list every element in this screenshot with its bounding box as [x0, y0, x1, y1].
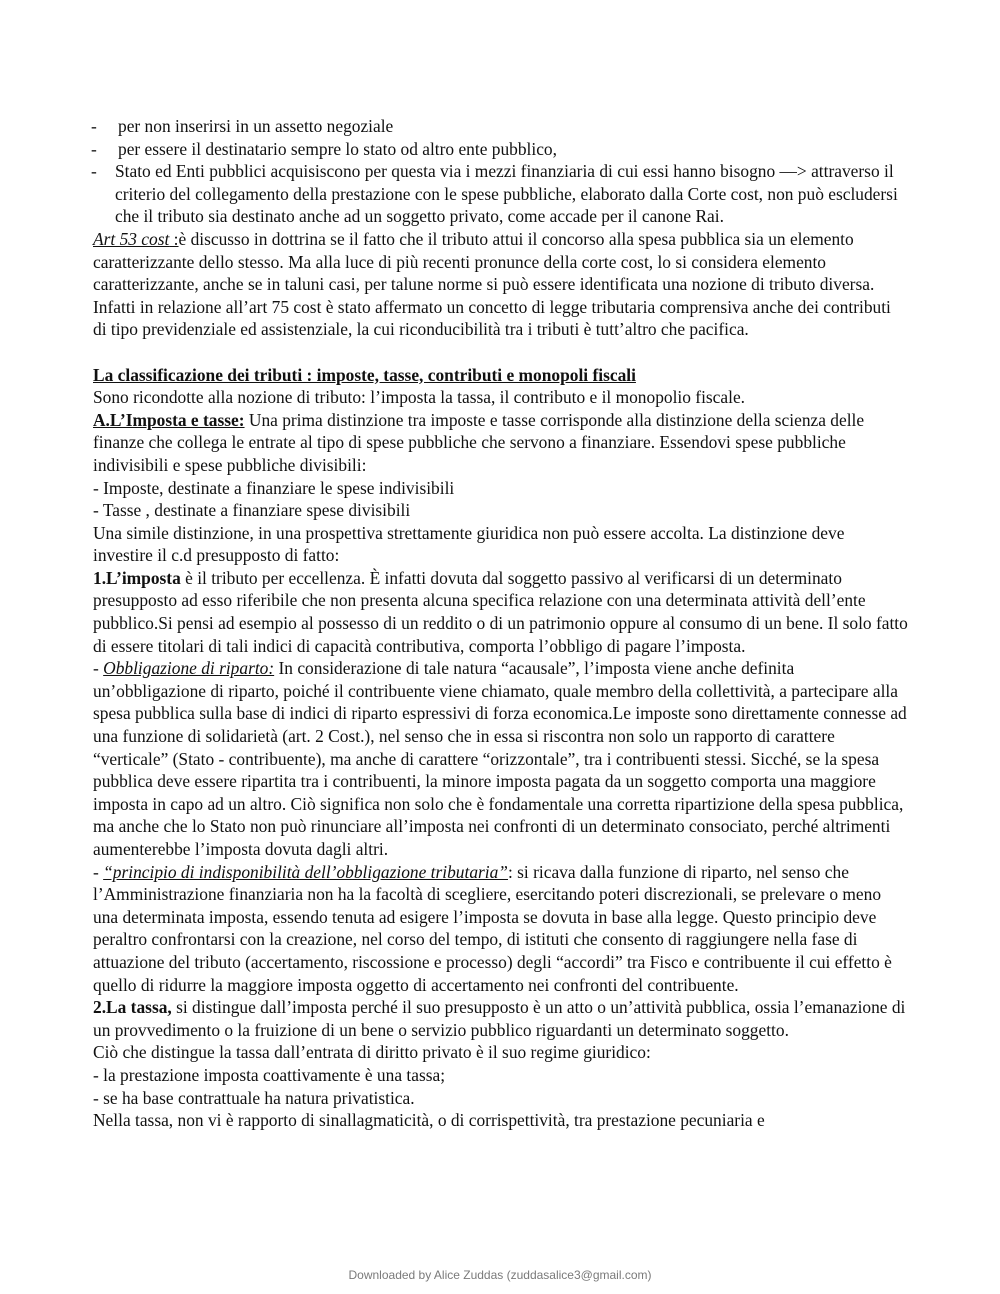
list-item — [93, 160, 908, 228]
imposta-text: è il tributo per eccellenza. È infatti dovuta dal soggetto passivo al verificarsi di un determinato presupposto ad esso riferibile che non presenta alcuna specifica relazione con una determinata attività dell’ente pubblico.Si pensi ad esempio al possesso di un reddito o di un patrimonio oppure al consumo di un bene. Il solo fatto di essere titolari di tali indici di capacità contributiva, comporta l’obbligo di pagare l’imposta. — [93, 567, 908, 656]
list-item: - se ha base contrattuale ha natura privatistica. — [93, 1087, 415, 1108]
imposta-label: 1.L’imposta — [93, 567, 181, 588]
intro-paragraph: Sono ricondotte alla nozione di tributo: l’imposta la tassa, il contributo e il monopolio fiscale. — [93, 387, 746, 408]
art53-label: Art 53 cost — [93, 228, 170, 249]
list-item: - la prestazione imposta coattivamente è una tassa; — [93, 1064, 446, 1085]
obbligazione-prefix: - — [93, 658, 104, 679]
list-item: - Tasse , destinate a finanziare spese divisibili — [93, 500, 411, 521]
tassa-text: si distingue dall’imposta perché il suo presupposto è un atto o un’attività pubblica, ossia l’emanazione di un provvedimento o la fruizione di un bene o servizio pubblico riguardanti un determinato soggetto. — [93, 997, 906, 1040]
dash-bullet: - — [91, 161, 97, 182]
part-a-text: Una prima distinzione tra imposte e tasse corrisponde alla distinzione della scienza delle finanze che collega le entrate al tipo di spese pubbliche che servono a finanziare. Essendovi spese pubbliche indivisibili e spese pubbliche divisibili: — [93, 409, 865, 475]
list-item — [93, 138, 908, 161]
part-a-label: A.L’Imposta e tasse: — [93, 409, 245, 430]
list-item-text: per non inserirsi in un assetto negoziale — [118, 116, 394, 136]
distinzione-paragraph: Una simile distinzione, in una prospettiva strettamente giuridica non può essere accolta. La distinzione deve investire il c.d presupposto di fatto: — [93, 522, 845, 566]
art53-paragraph — [93, 228, 908, 341]
dash-bullet: - — [91, 116, 97, 136]
last-line: Nella tassa, non vi è rapporto di sinallagmaticità, o di corrispettività, tra prestazione pecuniaria e — [93, 1110, 765, 1131]
download-footer: Downloaded by Alice Zuddas (zuddasalice3@gmail.com) — [348, 1268, 652, 1282]
principio-label: “principio di indisponibilità dell’obbligazione tributaria” — [103, 861, 508, 882]
document-page — [93, 115, 908, 1132]
list-item-text: per essere il destinatario sempre lo stato od altro ente pubblico, — [118, 138, 557, 159]
obbligazione-label: Obbligazione di riparto: — [103, 658, 275, 679]
art53-sep: : — [169, 228, 179, 249]
spacer — [93, 341, 908, 364]
regime-paragraph: Ciò che distingue la tassa dall’entrata di diritto privato è il suo regime giuridico: — [93, 1042, 651, 1063]
obbligazione-paragraph — [93, 657, 908, 860]
tassa-paragraph — [93, 996, 908, 1041]
section-title: La classificazione dei tributi : imposte, tasse, contributi e monopoli fiscali — [93, 364, 636, 385]
principio-prefix: - — [93, 861, 104, 882]
principio-text: : si ricava dalla funzione di riparto, nel senso che l’Amministrazione finanziaria non ha la facoltà di scegliere, esercitando poteri discrezionali, se prelevare o meno una determinata imposta, essendo tenuta ad esigere l’imposta se dovuta in base alla legge. Questo principio deve peraltro confrontarsi con la creazione, nel corso del tempo, di istituti che consento di raggiungere nella fase di attuazione del tributo (accertamento, riscossione e processo) degli “accordi” tra Fisco e contribuente il cui effetto è quello di ridurre la maggiore imposta oggetto di accertamento nei confronti del contribuente. — [93, 861, 892, 995]
obbligazione-text: In considerazione di tale natura “acausale”, l’imposta viene anche definita un’obbligazione di riparto, poiché il contribuente viene chiamato, quale membro della collettività, a partecipare alla spesa pubblica sulla base di indici di riparto espressivi di forza economica.Le imposte sono direttamente connesse ad una funzione di solidarietà (art. 2 Cost.), nel senso che in essa si riscontra non solo un rapporto di carattere “verticale” (Stato - contribuente), ma anche di carattere “orizzontale”, tra i contribuenti stessi. Sicché, se la spesa pubblica deve essere ripartita tra i contribuenti, la minore imposta pagata da un soggetto comporta una maggiore imposta in capo ad un altro. Ciò significa non solo che è fondamentale una corretta ripartizione della spesa pubblica, ma anche che lo Stato non può rinunciare all’imposta nei confronti di un determinato consociato, perché altrimenti aumenterebbe l’imposta dovuta dagli altri. — [93, 658, 907, 859]
list-item-text: Stato ed Enti pubblici acquisiscono per questa via i mezzi finanziaria di cui essi hanno bisogno —> attraverso il criterio del collegamento della prestazione con le spese pubbliche, elaborato dalla Corte cost, non può escludersi che il tributo sia destinato anche ad un soggetto privato, come accade per il canone Rai. — [115, 161, 898, 227]
art53-text: è discusso in dottrina se il fatto che il tributo attui il concorso alla spesa pubblica sia un elemento caratterizzante dello stesso. Ma alla luce di più recenti pronunce della corte cost, lo si considera elemento caratterizzante, anche se in taluni casi, per talune norme si può essere identificata una nozione di tributo diversa. Infatti in relazione all’art 75 cost è stato affermato un concetto di legge tributaria comprensiva anche dei contributi di tipo previdenziale ed assistenziale, la cui riconducibilità tra i tributi è tutt’altro che pacifica. — [93, 228, 891, 340]
imposta-paragraph — [93, 567, 908, 657]
part-a-paragraph — [93, 409, 908, 477]
list-item — [93, 115, 908, 138]
list-item: - Imposte, destinate a finanziare le spese indivisibili — [93, 477, 455, 498]
dash-bullet: - — [91, 138, 97, 159]
principio-paragraph — [93, 861, 908, 997]
tassa-label: 2.La tassa, — [93, 997, 172, 1018]
